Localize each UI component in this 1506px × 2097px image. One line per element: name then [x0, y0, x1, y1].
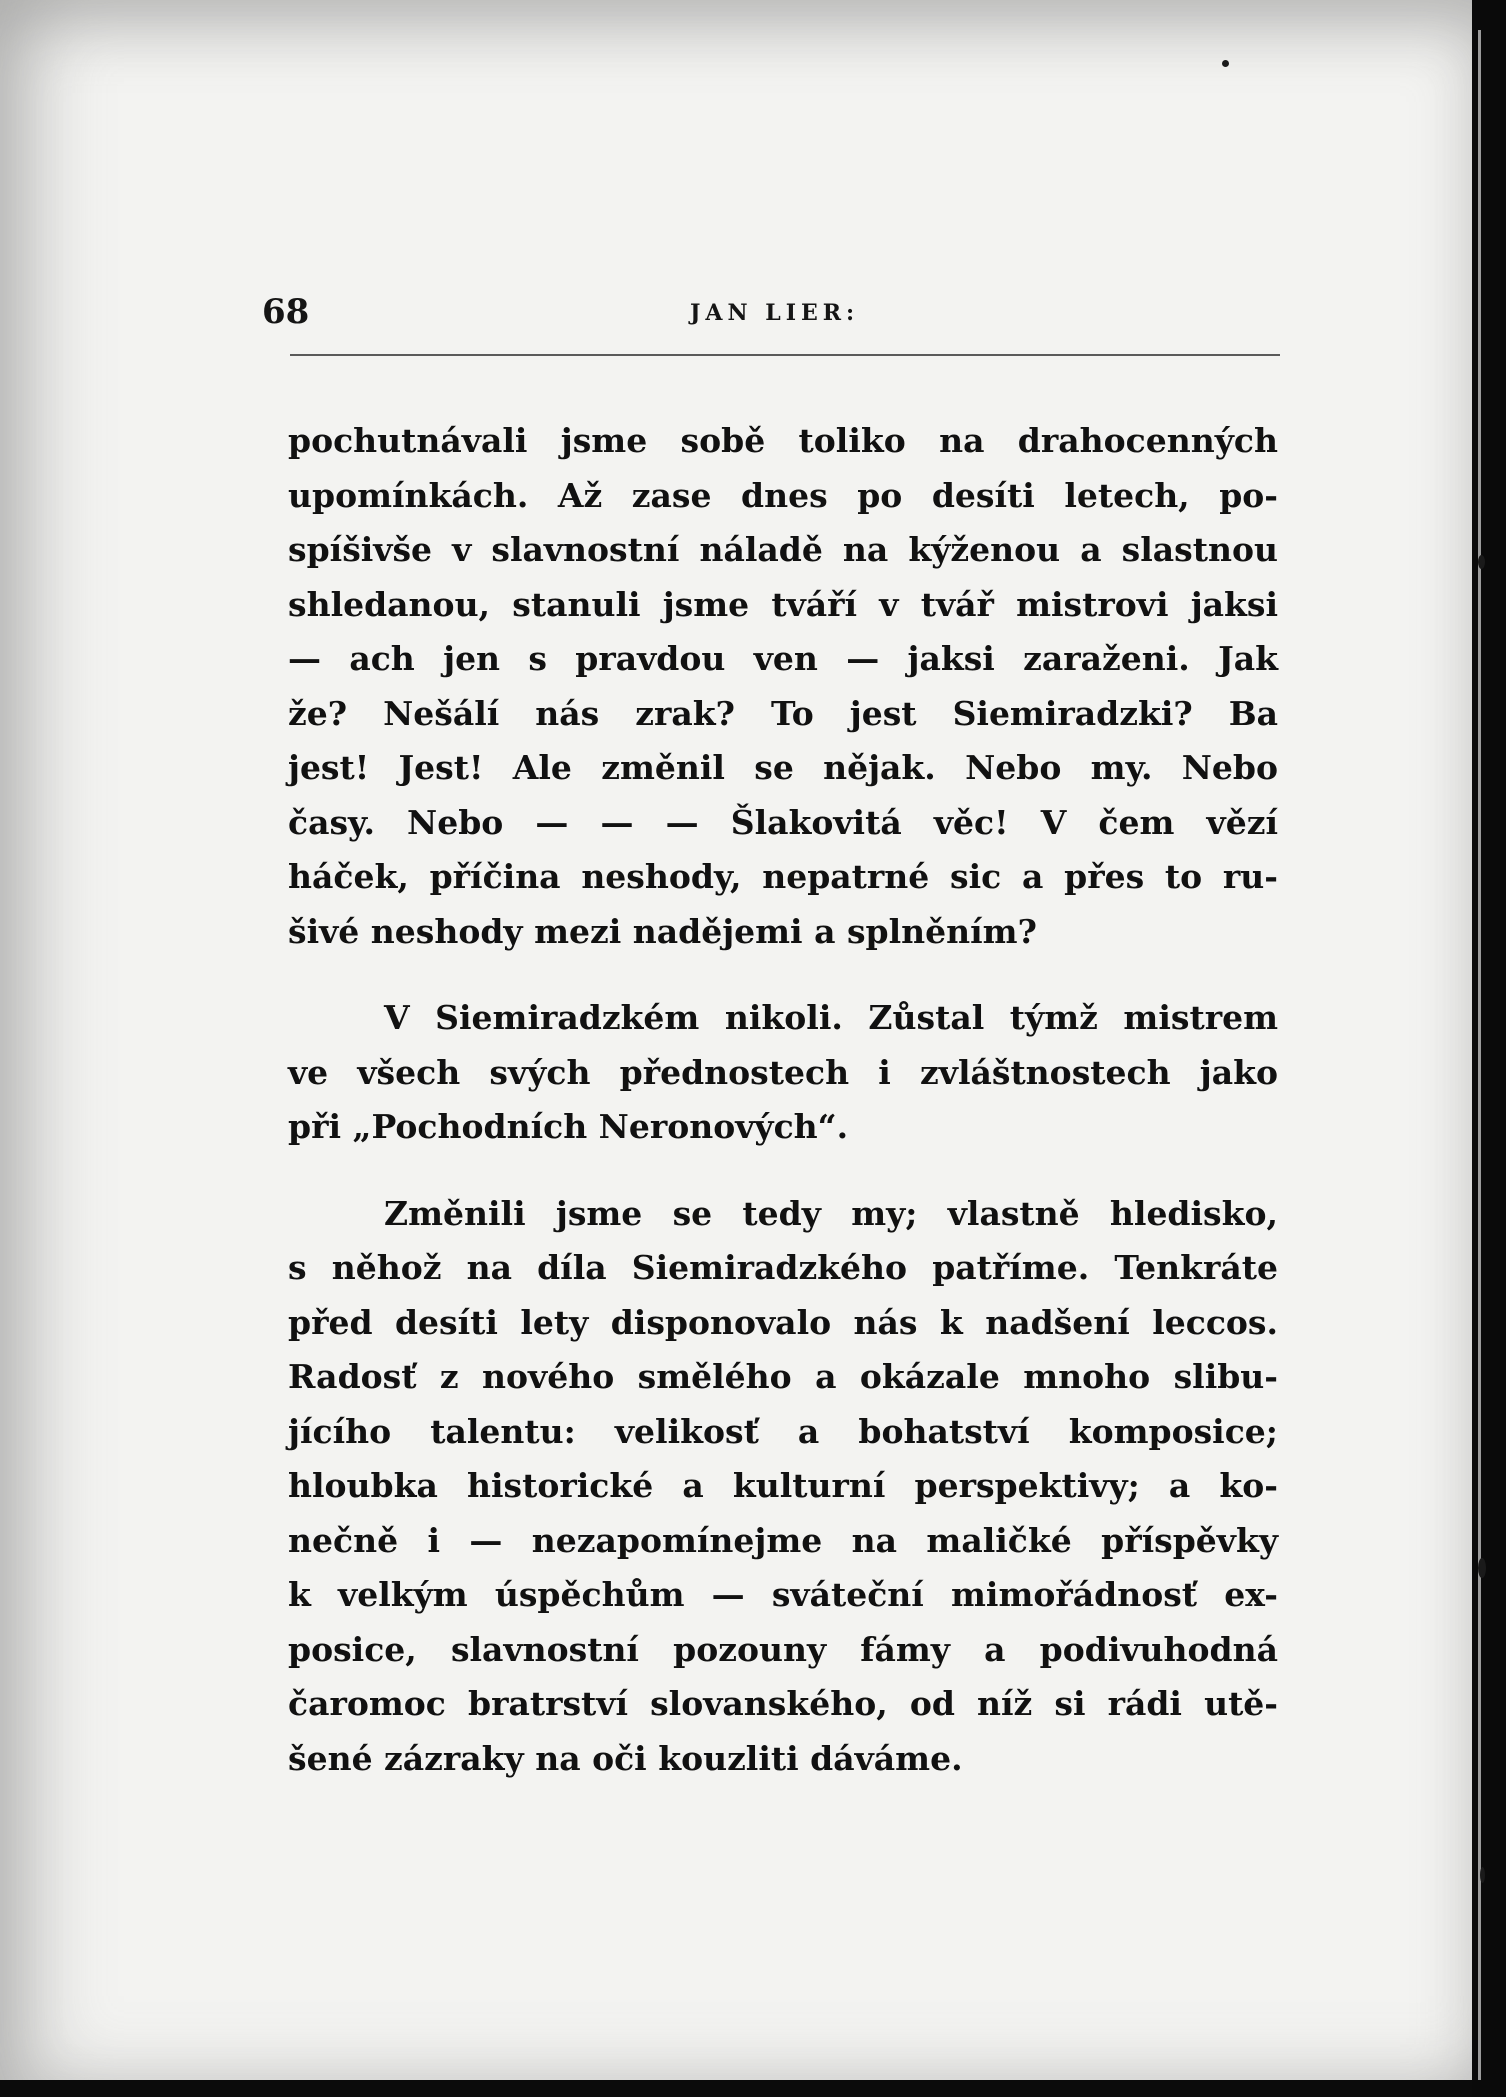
text-line: šené zázraky na oči kouzliti dáváme.: [288, 1738, 963, 1778]
scan-speck: [1478, 555, 1485, 569]
text-line: hloubka historické a kulturní perspektivy; a ko-: [288, 1466, 1278, 1505]
page-number: 68: [262, 292, 310, 332]
text-line: V Siemiradzkém nikoli. Zůstal týmž mistrem: [384, 998, 1278, 1037]
text-line: Změnili jsme se tedy my; vlastně hledisko,: [384, 1193, 1278, 1233]
text-body: [288, 414, 1278, 1786]
header-rule: [290, 354, 1280, 356]
text-line: šivé neshody mezi nadějemi a splněním?: [288, 911, 1037, 951]
text-line: Radosť z nového smělého a okázale mnoho slibu-: [288, 1357, 1278, 1396]
text-line: jícího talentu: velikosť a bohatství komposice;: [288, 1411, 1278, 1451]
text-line: pochutnávali jsme sobě toliko na drahocenných: [288, 421, 1278, 460]
text-line: posice, slavnostní pozouny fámy a podivuhodná: [288, 1629, 1278, 1669]
text-line: že? Nešálí nás zrak? To jest Siemiradzki? Ba: [288, 693, 1278, 733]
paragraph-1: [288, 414, 1278, 959]
paragraph-3: [288, 1187, 1278, 1787]
text-line: upomínkách. Až zase dnes po desíti letech, po-: [288, 475, 1278, 515]
scan-speck: [1480, 1867, 1485, 1883]
text-line: s něhož na díla Siemiradzkého patříme. Tenkráte: [288, 1248, 1278, 1287]
text-line: háček, příčina neshody, nepatrné sic a přes to ru-: [288, 857, 1278, 896]
text-line: spíšivše v slavnostní náladě na kýženou a slastnou: [288, 530, 1278, 569]
text-line: shledanou, stanuli jsme tváří v tvář mistrovi jaksi: [288, 584, 1278, 624]
binding-line: [1478, 30, 1481, 2080]
text-line: k velkým úspěchům — sváteční mimořádnosť ex-: [288, 1575, 1278, 1614]
text-line: před desíti lety disponovalo nás k nadšení leccos.: [288, 1302, 1278, 1342]
page-header: [262, 292, 1282, 332]
text-line: — ach jen s pravdou ven — jaksi zaraženi. Jak: [288, 639, 1278, 678]
text-line: při „Pochodních Neronových“.: [288, 1107, 849, 1146]
text-line: nečně i — nezapomínejme na maličké příspěvky: [288, 1520, 1278, 1560]
scan-speck: [1222, 60, 1229, 67]
text-line: čaromoc bratrství slovanského, od níž si rádi utě-: [288, 1684, 1278, 1723]
text-line: časy. Nebo — — — Šlakovitá věc! V čem vězí: [288, 802, 1278, 842]
paragraph-2: [288, 991, 1278, 1155]
running-head: JAN LIER:: [690, 300, 860, 326]
text-line: ve všech svých přednostech i zvláštnostech jako: [288, 1052, 1278, 1092]
scan-speck: [1478, 1558, 1486, 1578]
text-line: jest! Jest! Ale změnil se nějak. Nebo my. Nebo: [288, 748, 1278, 787]
